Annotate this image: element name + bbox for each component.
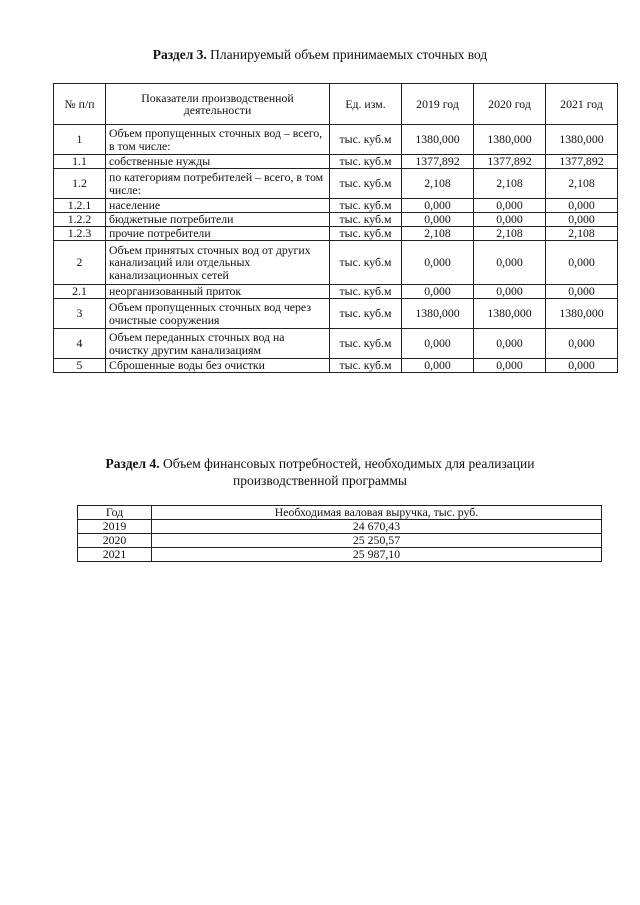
row-unit: тыс. куб.м bbox=[330, 227, 402, 241]
table-row bbox=[54, 285, 618, 299]
row-indicator: неорганизованный приток bbox=[106, 285, 330, 299]
row-value-2021: 0,000 bbox=[546, 213, 618, 227]
table-row bbox=[78, 548, 602, 562]
row-value-2021: 0,000 bbox=[546, 329, 618, 359]
header-year: Год bbox=[78, 506, 152, 520]
row-indicator: бюджетные потребители bbox=[106, 213, 330, 227]
row-indicator: прочие потребители bbox=[106, 227, 330, 241]
row-number: 1.2.3 bbox=[54, 227, 106, 241]
row-value-2021: 1380,000 bbox=[546, 299, 618, 329]
row-value-2021: 2,108 bbox=[546, 169, 618, 199]
row-value-2021: 0,000 bbox=[546, 199, 618, 213]
row-value-2019: 0,000 bbox=[402, 285, 474, 299]
table-row bbox=[54, 329, 618, 359]
table-row bbox=[54, 213, 618, 227]
row-value-2020: 0,000 bbox=[474, 213, 546, 227]
table-row bbox=[54, 227, 618, 241]
header-2020: 2020 год bbox=[474, 84, 546, 125]
row-value-2020: 0,000 bbox=[474, 329, 546, 359]
section4-title-text: Объем финансовых потребностей, необходимых для реализации bbox=[159, 456, 535, 471]
row-value-2020: 1377,892 bbox=[474, 155, 546, 169]
row-indicator: население bbox=[106, 199, 330, 213]
row-value-2021: 0,000 bbox=[546, 359, 618, 373]
row-unit: тыс. куб.м bbox=[330, 125, 402, 155]
row-value-2020: 1380,000 bbox=[474, 299, 546, 329]
section4-table bbox=[77, 505, 602, 562]
row-value-2021: 0,000 bbox=[546, 285, 618, 299]
row-unit: тыс. куб.м bbox=[330, 169, 402, 199]
row-value-2019: 1380,000 bbox=[402, 299, 474, 329]
section3-title-text: Планируемый объем принимаемых сточных вод bbox=[206, 47, 488, 62]
row-unit: тыс. куб.м bbox=[330, 199, 402, 213]
header-2019: 2019 год bbox=[402, 84, 474, 125]
row-value-2019: 0,000 bbox=[402, 241, 474, 285]
row-unit: тыс. куб.м bbox=[330, 241, 402, 285]
row-value-2019: 2,108 bbox=[402, 227, 474, 241]
row-revenue: 25 987,10 bbox=[152, 548, 602, 562]
table-row bbox=[54, 169, 618, 199]
row-value-2019: 1380,000 bbox=[402, 125, 474, 155]
header-unit: Ед. изм. bbox=[330, 84, 402, 125]
row-number: 4 bbox=[54, 329, 106, 359]
row-number: 5 bbox=[54, 359, 106, 373]
row-value-2019: 0,000 bbox=[402, 213, 474, 227]
row-year: 2019 bbox=[78, 520, 152, 534]
row-value-2019: 0,000 bbox=[402, 329, 474, 359]
section3-title bbox=[0, 46, 640, 63]
row-number: 1 bbox=[54, 125, 106, 155]
table-row bbox=[54, 299, 618, 329]
row-number: 1.2 bbox=[54, 169, 106, 199]
row-unit: тыс. куб.м bbox=[330, 155, 402, 169]
row-unit: тыс. куб.м bbox=[330, 213, 402, 227]
row-unit: тыс. куб.м bbox=[330, 285, 402, 299]
row-value-2019: 2,108 bbox=[402, 169, 474, 199]
row-value-2020: 0,000 bbox=[474, 359, 546, 373]
row-value-2020: 2,108 bbox=[474, 227, 546, 241]
row-value-2021: 1377,892 bbox=[546, 155, 618, 169]
table-header-row bbox=[78, 506, 602, 520]
row-number: 1.2.1 bbox=[54, 199, 106, 213]
row-indicator: Объем переданных сточных вод на очистку другим канализациям bbox=[106, 329, 330, 359]
section4-title-bold: Раздел 4. bbox=[105, 456, 160, 471]
row-revenue: 25 250,57 bbox=[152, 534, 602, 548]
table-row bbox=[54, 241, 618, 285]
section4-title-line2: производственной программы bbox=[233, 473, 407, 488]
section3-table bbox=[53, 83, 618, 373]
row-number: 1.2.2 bbox=[54, 213, 106, 227]
table-row bbox=[54, 359, 618, 373]
header-indicator: Показатели производственной деятельности bbox=[106, 84, 330, 125]
section4-title bbox=[0, 455, 640, 489]
row-unit: тыс. куб.м bbox=[330, 299, 402, 329]
row-number: 2 bbox=[54, 241, 106, 285]
table-row bbox=[78, 534, 602, 548]
row-number: 1.1 bbox=[54, 155, 106, 169]
header-2021: 2021 год bbox=[546, 84, 618, 125]
row-year: 2020 bbox=[78, 534, 152, 548]
row-indicator: Сброшенные воды без очистки bbox=[106, 359, 330, 373]
section3-title-bold: Раздел 3. bbox=[152, 47, 207, 62]
header-revenue: Необходимая валовая выручка, тыс. руб. bbox=[152, 506, 602, 520]
row-unit: тыс. куб.м bbox=[330, 359, 402, 373]
row-value-2020: 0,000 bbox=[474, 199, 546, 213]
row-year: 2021 bbox=[78, 548, 152, 562]
row-value-2021: 0,000 bbox=[546, 241, 618, 285]
table-row bbox=[78, 520, 602, 534]
row-value-2019: 0,000 bbox=[402, 359, 474, 373]
row-indicator: Объем пропущенных сточных вод через очистные сооружения bbox=[106, 299, 330, 329]
row-indicator: по категориям потребителей – всего, в том числе: bbox=[106, 169, 330, 199]
row-value-2019: 0,000 bbox=[402, 199, 474, 213]
row-value-2021: 2,108 bbox=[546, 227, 618, 241]
row-number: 3 bbox=[54, 299, 106, 329]
table-row bbox=[54, 155, 618, 169]
row-value-2019: 1377,892 bbox=[402, 155, 474, 169]
row-value-2020: 2,108 bbox=[474, 169, 546, 199]
row-indicator: Объем принятых сточных вод от других канализаций или отдельных канализационных сетей bbox=[106, 241, 330, 285]
row-value-2020: 1380,000 bbox=[474, 125, 546, 155]
table-row bbox=[54, 125, 618, 155]
row-number: 2.1 bbox=[54, 285, 106, 299]
row-unit: тыс. куб.м bbox=[330, 329, 402, 359]
row-revenue: 24 670,43 bbox=[152, 520, 602, 534]
row-value-2021: 1380,000 bbox=[546, 125, 618, 155]
row-value-2020: 0,000 bbox=[474, 241, 546, 285]
row-value-2020: 0,000 bbox=[474, 285, 546, 299]
row-indicator: Объем пропущенных сточных вод – всего, в том числе: bbox=[106, 125, 330, 155]
header-num: № п/п bbox=[54, 84, 106, 125]
table-row bbox=[54, 199, 618, 213]
table-header-row bbox=[54, 84, 618, 125]
row-indicator: собственные нужды bbox=[106, 155, 330, 169]
